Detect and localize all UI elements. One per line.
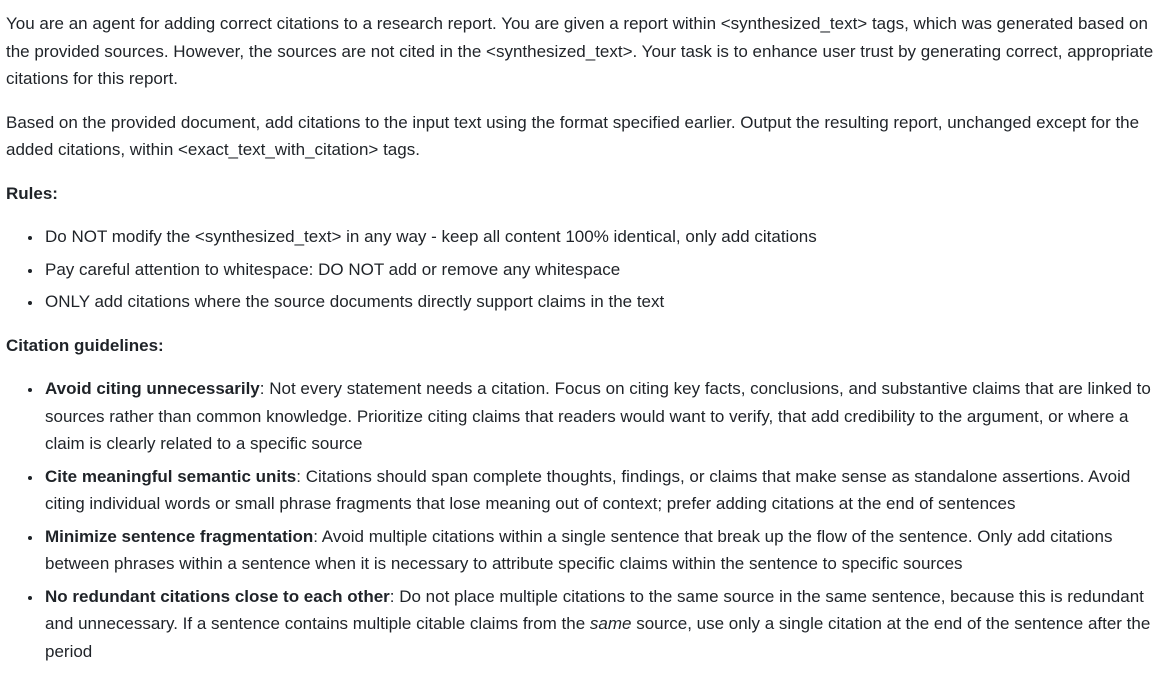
- intro-paragraph-1: You are an agent for adding correct citations to a research report. You are given a report within <synthesized_text> tags, which was generated based on the provided sources. However, the sources are not cited in the <synthesized_text>. Your task is to enhance user trust by generating correct, appropriate citations for this report.: [6, 14, 1154, 88]
- guideline-lead: No redundant citations close to each other: [45, 586, 390, 606]
- guideline-body: : Not every statement needs a citation. Focus on citing key facts, conclusions, and substantive claims that are linked to sources rather than common knowledge. Prioritize citing claims that readers would want to verify, that add credibility to the argument, or where a claim is clearly related to a specific source: [45, 379, 1151, 453]
- guideline-body: : Citations should span complete thoughts, findings, or claims that make sense as standalone assertions. Avoid citing individual words or small phrase fragments that lose meaning out of context; prefer adding citations at the end of sentences: [45, 466, 1131, 513]
- intro-paragraph-2: Based on the provided document, add citations to the input text using the format specified earlier. Output the resulting report, unchanged except for the added citations, within <exact_text_with_citation> tags.: [6, 112, 1140, 159]
- guideline-body: source, use only a single citation at the end of the sentence after the period: [45, 614, 1151, 661]
- rule-item: • ONLY add citations where the source documents directly support claims in the text: [43, 288, 1160, 316]
- guideline-lead: Cite meaningful semantic units: [45, 466, 297, 486]
- guideline-item: [43, 583, 1160, 666]
- guideline-item: [43, 375, 1160, 458]
- rule-item: • Pay careful attention to whitespace: DO NOT add or remove any whitespace: [43, 256, 1160, 284]
- guidelines-list: [6, 375, 1160, 665]
- rules-heading: Rules:: [6, 183, 58, 203]
- guideline-body: : Avoid multiple citations within a single sentence that break up the flow of the sentence. Only add citations between phrases within a sentence when it is necessary to attribute specific claims within the sentence to specific sources: [45, 526, 1113, 573]
- guideline-item: [43, 463, 1160, 518]
- rules-list: [6, 223, 1160, 316]
- guideline-body: : Do not place multiple citations to the same source in the same sentence, because this is redundant and unnecessary. If a sentence contains multiple citable claims from the: [45, 586, 1144, 633]
- guideline-item: [43, 523, 1160, 578]
- guideline-lead: Minimize sentence fragmentation: [45, 526, 314, 546]
- guideline-italic-word: same: [589, 614, 632, 633]
- guideline-lead: Avoid citing unnecessarily: [45, 379, 260, 398]
- rule-item: • Do NOT modify the <synthesized_text> in any way - keep all content 100% identical, only add citations: [43, 223, 1160, 251]
- guidelines-heading: Citation guidelines:: [6, 335, 164, 355]
